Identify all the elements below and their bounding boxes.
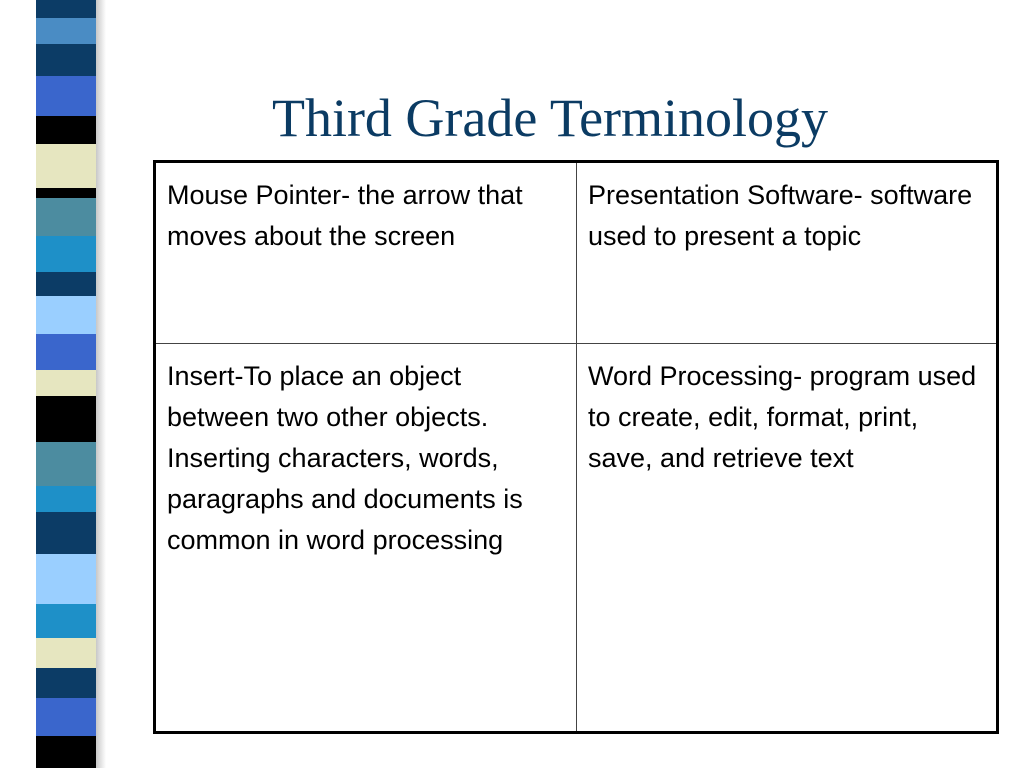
decorative-stripe-bar xyxy=(36,0,96,768)
stripe-segment xyxy=(36,296,96,334)
stripe-segment xyxy=(36,188,96,198)
stripe-segment xyxy=(36,698,96,736)
stripe-segment xyxy=(36,370,96,396)
stripe-segment xyxy=(36,736,96,768)
stripe-segment xyxy=(36,18,96,44)
stripe-segment xyxy=(36,0,96,18)
stripe-segment xyxy=(36,512,96,554)
stripe-segment xyxy=(36,486,96,512)
table-row xyxy=(155,344,998,733)
stripe-segment xyxy=(36,554,96,604)
table-cell-word-processing: Word Processing- program used to create, edit, format, print, save, and retrieve text xyxy=(577,344,998,733)
table-cell-presentation-software: Presentation Software- software used to present a topic xyxy=(577,162,998,344)
stripe-segment xyxy=(36,442,96,486)
stripe-segment xyxy=(36,198,96,236)
table-cell-insert: Insert-To place an object between two other objects. Inserting characters, words, paragraphs and documents is common in word processing xyxy=(155,344,577,733)
stripe-segment xyxy=(36,334,96,370)
table-row xyxy=(155,162,998,344)
stripe-segment xyxy=(36,668,96,698)
stripe-segment xyxy=(36,604,96,638)
table-cell-mouse-pointer: Mouse Pointer- the arrow that moves about the screen xyxy=(155,162,577,344)
terminology-table xyxy=(153,160,999,734)
stripe-segment xyxy=(36,396,96,442)
stripe-bar-shadow xyxy=(96,0,106,768)
stripe-segment xyxy=(36,638,96,668)
stripe-segment xyxy=(36,76,96,116)
stripe-segment xyxy=(36,236,96,272)
slide-title: Third Grade Terminology xyxy=(271,88,829,148)
stripe-segment xyxy=(36,272,96,296)
stripe-segment xyxy=(36,144,96,188)
stripe-segment xyxy=(36,44,96,76)
stripe-segment xyxy=(36,116,96,144)
